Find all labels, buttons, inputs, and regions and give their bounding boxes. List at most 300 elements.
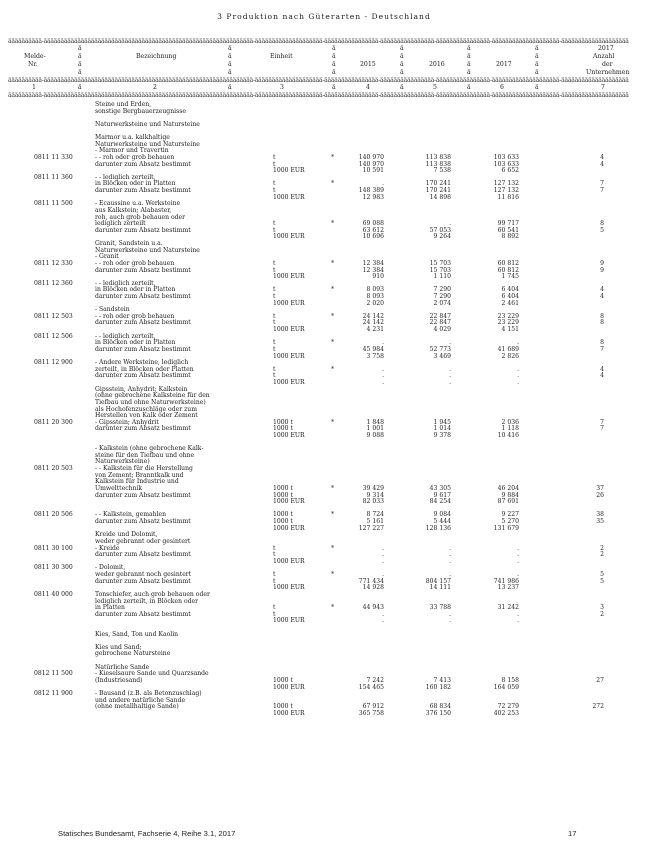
table-row (0, 499, 648, 506)
marker-star: * (331, 339, 335, 347)
marker-star: * (331, 571, 335, 579)
value-2016: 9 084 (433, 511, 451, 519)
value-2017: 72 279 (497, 703, 519, 711)
anzahl-unternehmen: 5 (600, 571, 604, 579)
table-row (0, 651, 648, 658)
bezeichnung: Naturwerksteine) (95, 458, 150, 466)
header-rule-bottom: ääääääääää‐ääääääääääääääääääääääääääääääääääääääääääääääääääääääääääääää‐ääääääääääääääääääää‐ääääääääääääääää‐ääääääääääääääää‐ääääääääääääääää‐ääääääääääääääääääää‐ääääääääääääääääääää (8, 92, 629, 99)
header-num-2: 2 (153, 84, 157, 91)
value-2015: 154 465 (358, 683, 384, 691)
anzahl-unternehmen: 5 (600, 577, 604, 585)
value-2017: . (517, 544, 519, 552)
value-2016: 3 469 (433, 352, 451, 360)
value-2017: . (517, 571, 519, 579)
marker-star: * (331, 220, 335, 228)
value-2015: 771 434 (358, 577, 384, 585)
header-sep: ä (467, 53, 471, 60)
value-2016: 804 157 (425, 577, 451, 585)
footer-source: Statisches Bundesamt, Fachserie 4, Reihe 3.1, 2017 (58, 829, 236, 838)
anzahl-unternehmen: 5 (600, 226, 604, 234)
value-2016: 14 898 (429, 193, 451, 201)
table-row (0, 228, 648, 235)
header-sep: ä (400, 45, 404, 52)
einheit: 1000 EUR (273, 379, 305, 387)
bezeichnung: - Andere Werksteine, lediglich (95, 359, 189, 367)
value-2016: 9 264 (433, 233, 451, 241)
value-2017: . (517, 365, 519, 373)
table-row (0, 493, 648, 500)
value-2015: 8 093 (366, 286, 384, 294)
table-row (0, 320, 648, 327)
bezeichnung: Kreide und Dolomit, (95, 531, 158, 539)
bezeichnung: darunter zum Absatz bestimmt (95, 491, 191, 499)
header-sep: ä (78, 53, 82, 60)
value-2015: . (382, 557, 384, 565)
anzahl-unternehmen: 4 (600, 153, 604, 161)
bezeichnung: - - lediglich zerteilt, (95, 279, 156, 287)
einheit: 1000 EUR (273, 299, 305, 307)
melde-nr: 0811 20 506 (34, 511, 73, 519)
value-2015: 14 928 (362, 584, 384, 592)
value-2017: 103 633 (493, 153, 519, 161)
value-2015: 1 001 (366, 425, 384, 433)
anzahl-unternehmen: 27 (596, 676, 604, 684)
value-2016: 113 838 (425, 153, 451, 161)
value-2017: 87 691 (497, 498, 519, 506)
bezeichnung: - - Kalkstein für die Herstellung (95, 465, 193, 473)
header-rule-mid: ääääääääää‐ääääääääääääääääääääääääääääääääääääääääääääääääääääääääääääää‐ääääääääääääääääääää‐ääääääääääääääää‐ääääääääääääääää‐ääääääääääääääää‐ääääääääääääääääääää‐ääääääääääääääääääää (8, 77, 629, 84)
bezeichnung: Kies und Sand; (95, 643, 142, 651)
bezeichnung: - Kalkstein (ohne gebrochene Kalk- (95, 445, 204, 453)
marker-star: * (331, 484, 335, 492)
value-2016: 7 290 (433, 286, 451, 294)
bezeichnung: darunter zum Absatz bestimmt (95, 372, 191, 380)
table-row (0, 711, 648, 718)
value-2015: 12 384 (362, 266, 384, 274)
value-2016: 7 290 (433, 292, 451, 300)
value-2016: . (449, 379, 451, 387)
header-col-numbers (8, 84, 648, 92)
value-2017: . (517, 557, 519, 565)
value-2015: 8 724 (366, 511, 384, 519)
einheit: t (273, 160, 276, 168)
bezeichnung: darunter zum Absatz bestimmt (95, 425, 191, 433)
melde-nr: 0811 12 330 (34, 259, 73, 267)
value-2017: 6 404 (501, 286, 519, 294)
value-2015: . (382, 379, 384, 387)
bezeichnung: darunter zum Absatz bestimmt (95, 610, 191, 618)
value-2016: 2 074 (433, 299, 451, 307)
table-row (0, 612, 648, 619)
bezeichnung: und andere natürliche Sande (95, 696, 186, 704)
value-2016: 113 838 (425, 160, 451, 168)
marker-star: * (331, 365, 335, 373)
header-sep: ä (535, 69, 539, 76)
einheit: t (273, 226, 276, 234)
einheit: t (273, 286, 276, 294)
table-row (0, 268, 648, 275)
value-2016: 1 945 (433, 418, 451, 426)
value-2016: 22 847 (429, 319, 451, 327)
value-2015: 12 983 (362, 193, 384, 201)
einheit: t (273, 180, 276, 188)
value-2017: 8 158 (501, 676, 519, 684)
value-2017: 10 416 (497, 432, 519, 439)
value-2015: . (382, 617, 384, 625)
value-2017: 8 892 (501, 233, 519, 241)
value-2015: 10 591 (362, 167, 384, 175)
header-2016: 2016 (429, 61, 445, 68)
anzahl-unternehmen: 8 (600, 319, 604, 327)
table-row (0, 632, 648, 639)
value-2016: . (449, 220, 451, 228)
einheit: 1000 EUR (273, 710, 305, 718)
footer-page-number: 17 (568, 829, 577, 838)
einheit: t (273, 319, 276, 327)
table-header (8, 38, 648, 99)
bezeichnung: in Blöcken oder in Platten (95, 286, 176, 294)
anzahl-unternehmen: 7 (600, 187, 604, 195)
value-2015: 2 020 (366, 299, 384, 307)
melde-nr: 0811 11 500 (34, 200, 73, 208)
value-2017: 9 884 (501, 491, 519, 499)
einheit: 1000 EUR (273, 167, 305, 175)
value-2017: 127 132 (493, 180, 519, 188)
einheit: 1000 t (273, 518, 293, 526)
anzahl-unternehmen: 8 (600, 339, 604, 347)
einheit: 1000 t (273, 491, 293, 499)
value-2017: 6 652 (501, 167, 519, 175)
melde-nr: 0811 11 330 (34, 153, 73, 161)
einheit: t (273, 220, 276, 228)
marker-star: * (331, 153, 335, 161)
bezeichnung: darunter zum Absatz bestimmt (95, 292, 191, 300)
marker-star: * (331, 259, 335, 267)
header-row-2 (8, 53, 648, 61)
value-2015: 9 088 (366, 432, 384, 439)
value-2015: . (382, 365, 384, 373)
value-2015: 45 984 (362, 345, 384, 353)
value-2016: . (449, 617, 451, 625)
value-2017: 9 227 (501, 511, 519, 519)
anzahl-unternehmen: 3 (600, 604, 604, 612)
value-2017: 6 404 (501, 292, 519, 300)
melde-nr: 0811 30 300 (34, 564, 73, 572)
einheit: 1000 EUR (273, 498, 305, 506)
anzahl-unternehmen: 2 (600, 551, 604, 559)
header-sep: ä (535, 45, 539, 52)
anzahl-unternehmen: 4 (600, 160, 604, 168)
bezeichnung: darunter zum Absatz bestimmt (95, 551, 191, 559)
value-2017: 13 237 (497, 584, 519, 592)
anzahl-unternehmen: 4 (600, 372, 604, 380)
bezeichnung: - - roh oder grob behauen (95, 259, 175, 267)
value-2016: . (449, 544, 451, 552)
header-sep: ä (332, 45, 336, 52)
header-num-1: 1 (32, 84, 36, 91)
value-2017: 127 132 (493, 187, 519, 195)
value-2017: . (517, 551, 519, 559)
value-2016: . (449, 610, 451, 618)
bezeichnung: Kalkstein für Industrie und (95, 478, 179, 486)
table-row (0, 433, 648, 440)
einheit: 1000 EUR (273, 617, 305, 625)
value-2016: 68 834 (429, 703, 451, 711)
marker-star: * (331, 511, 335, 519)
einheit: t (273, 187, 276, 195)
value-2016: 170 241 (425, 180, 451, 188)
bezeichnung: - Marmor und Travertin (95, 147, 169, 155)
bezeichnung: darunter zum Absatz bestimmt (95, 577, 191, 585)
anzahl-unternehmen: 7 (600, 345, 604, 353)
bezeichnung: in Platten (95, 604, 125, 612)
melde-nr: 0812 11 500 (34, 670, 73, 678)
einheit: 1000 EUR (273, 326, 305, 334)
einheit: t (273, 365, 276, 373)
anzahl-unternehmen: 8 (600, 312, 604, 320)
anzahl-unternehmen: 4 (600, 286, 604, 294)
value-2017: . (517, 339, 519, 347)
header-rule-top: ääääääääää‐ääääääääääääääääääääääääääääääääääääääääääääääääääääääääääääää‐ääääääääääääääääääää‐ääääääääääääääää‐ääääääääääääääää‐ääääääääääääääää‐ääääääääääääääääääää‐ääääääääääääääääääää (8, 38, 629, 45)
bezeichnung: in Blöcken oder in Platten (95, 339, 176, 347)
header-sep: ä (78, 84, 82, 91)
einheit: t (273, 259, 276, 267)
bezeichnung: darunter zum Absatz bestimmt (95, 226, 191, 234)
bezeichnung: Tonschiefer, auch grob behauen oder (95, 590, 210, 598)
anzahl-unternehmen: 35 (596, 518, 604, 526)
value-2015: . (382, 339, 384, 347)
value-2016: 14 111 (429, 584, 451, 592)
value-2016: . (449, 339, 451, 347)
bezeichnung: Herstellen von Kalk oder Zement (95, 412, 198, 420)
einheit: t (273, 544, 276, 552)
bezeichnung: darunter zum Absatz bestimmt (95, 345, 191, 353)
value-2016: . (449, 571, 451, 579)
header-sep: ä (535, 84, 539, 91)
value-2017: 11 816 (497, 193, 519, 201)
anzahl-unternehmen: 4 (600, 365, 604, 373)
header-sep: ä (332, 69, 336, 76)
value-2015: 69 088 (362, 220, 384, 228)
einheit: t (273, 577, 276, 585)
value-2015: 24 142 (362, 312, 384, 320)
einheit: 1000 t (273, 418, 293, 426)
value-2015: 10 696 (362, 233, 384, 241)
bezeichnung: Gipsstein, Anhydrit; Kalkstein (95, 385, 188, 393)
bezeichnung: - Bausand (z.B. als Betonzuschlag) (95, 690, 202, 698)
value-2016: 376 150 (425, 710, 451, 718)
bezeichnung: - - lediglich zerteilt, (95, 173, 156, 181)
header-sep: ä (467, 84, 471, 91)
value-2017: . (517, 379, 519, 387)
header-einheit: Einheit (270, 53, 293, 60)
value-2016: 22 847 (429, 312, 451, 320)
header-sep: ä (400, 53, 404, 60)
anzahl-unternehmen: 7 (600, 425, 604, 433)
value-2017: 60 812 (497, 259, 519, 267)
header-sep: ä (78, 45, 82, 52)
value-2015: 9 314 (366, 491, 384, 499)
anzahl-unternehmen: 26 (596, 491, 604, 499)
value-2016: 43 305 (429, 484, 451, 492)
header-2017: 2017 (496, 61, 512, 68)
bezeichnung: weder gebrannt oder gesintert (95, 537, 191, 545)
melde-nr: 0811 12 506 (34, 332, 73, 340)
bezeichnung: gebrochene Natursteine (95, 650, 171, 658)
einheit: t (273, 312, 276, 320)
value-2015: 67 912 (362, 703, 384, 711)
bezeichnung: Granit, Sandstein u.a. (95, 240, 163, 248)
value-2016: . (449, 557, 451, 565)
value-2015: 140 970 (358, 153, 384, 161)
bezeichnung: (ohne gebrochene Kalksteine für den (95, 392, 210, 400)
value-2017: 2 461 (501, 299, 519, 307)
einheit: 1000 t (273, 484, 293, 492)
melde-nr: 0811 12 900 (34, 359, 73, 367)
header-anzahl: Anzahl (593, 53, 615, 60)
header-melde: Melde- (24, 53, 46, 60)
header-row-4 (8, 69, 648, 77)
value-2016: 7 538 (433, 167, 451, 175)
bezeichnung: - Kieselsaure Sande und Quarzsande (95, 670, 209, 678)
header-sep: ä (228, 53, 232, 60)
header-num-3: 3 (280, 84, 284, 91)
table-row (0, 678, 648, 685)
value-2016: 15 703 (429, 266, 451, 274)
bezeichnung: Umwelttechnik (95, 484, 143, 492)
anzahl-unternehmen: 8 (600, 220, 604, 228)
einheit: 1000 EUR (273, 432, 305, 439)
einheit: 1000 EUR (273, 524, 305, 532)
header-sep: ä (332, 84, 336, 91)
marker-star: * (331, 418, 335, 426)
value-2017: 23 229 (497, 312, 519, 320)
bezeichnung: Naturwerksteine und Natursteine (95, 246, 200, 254)
value-2017: . (517, 617, 519, 625)
value-2017: 2 036 (501, 418, 519, 426)
value-2016: 160 182 (425, 683, 451, 691)
table-row (0, 519, 648, 526)
header-num-5: 5 (433, 84, 437, 91)
table-row (0, 188, 648, 195)
value-2016: . (449, 551, 451, 559)
value-2016: 5 444 (433, 518, 451, 526)
header-sep: ä (535, 53, 539, 60)
value-2015: 140 970 (358, 160, 384, 168)
value-2017: 46 204 (497, 484, 519, 492)
anzahl-unternehmen: 272 (592, 703, 604, 711)
value-2016: 52 773 (429, 345, 451, 353)
header-row-1 (8, 45, 648, 53)
bezeichnung: lediglich zerteilt, in Blöcken oder (95, 597, 199, 605)
einheit: t (273, 604, 276, 612)
value-2017: 164 059 (493, 683, 519, 691)
value-2017: 402 253 (493, 710, 519, 718)
header-sep: ä (332, 53, 336, 60)
value-2016: 9 378 (433, 432, 451, 439)
value-2016: 57 053 (429, 226, 451, 234)
header-sep: ä (228, 69, 232, 76)
anzahl-unternehmen: 2 (600, 544, 604, 552)
bezeichnung: lediglich zerteilt (95, 220, 146, 228)
bezeichnung: zerteilt, in Blöcken oder Platten (95, 365, 194, 373)
value-2015: 24 142 (362, 319, 384, 327)
einheit: 1000 EUR (273, 233, 305, 241)
value-2017: . (517, 372, 519, 380)
value-2015: 5 161 (366, 518, 384, 526)
value-2016: 15 703 (429, 259, 451, 267)
bezeichnung: Kies, Sand, Ton und Kaolin (95, 630, 179, 638)
einheit: 1000 t (273, 511, 293, 519)
header-2015: 2015 (360, 61, 376, 68)
bezeichnung: - - Kalkstein, gemahlen (95, 511, 167, 519)
table-row (0, 162, 648, 169)
bezeichnung: in Blöcken oder in Platten (95, 180, 176, 188)
value-2016: 4 029 (433, 326, 451, 334)
marker-star: * (331, 286, 335, 294)
bezeichnung: Steine und Erden, (95, 101, 152, 108)
value-2017: 5 270 (501, 518, 519, 526)
header-num-7: 7 (601, 84, 605, 91)
value-2017: 4 151 (501, 326, 519, 334)
marker-star: * (331, 312, 335, 320)
header-num-4: 4 (366, 84, 370, 91)
bezeichnung: weder gebrannt noch gesintert (95, 571, 192, 579)
table-row (0, 122, 648, 129)
header-sep: ä (228, 45, 232, 52)
bezeichnung: darunter zum Absatz bestimmt (95, 160, 191, 168)
bezeichnung: - Ecaussine u.a. Werksteine (95, 200, 181, 208)
bezeichnung: - Granit (95, 253, 119, 261)
einheit: t (273, 551, 276, 559)
bezeichnung: (Industriesand) (95, 676, 143, 684)
header-sep: ä (78, 61, 82, 68)
header-sep: ä (467, 45, 471, 52)
value-2016: 1 014 (433, 425, 451, 433)
melde-nr: 0811 12 503 (34, 312, 73, 320)
bezeichnung: steine für den Tiefbau und ohne (95, 451, 195, 459)
melde-nr: 0811 12 360 (34, 279, 73, 287)
value-2015: 8 093 (366, 292, 384, 300)
marker-star: * (331, 544, 335, 552)
header-sep: ä (228, 84, 232, 91)
bezeichnung: - Dolomit, (95, 564, 126, 572)
value-2017: 1 745 (501, 273, 519, 281)
anzahl-unternehmen: 9 (600, 266, 604, 274)
melde-nr: 0811 30 100 (34, 544, 73, 552)
table-row (0, 579, 648, 586)
value-2015: 365 758 (358, 710, 384, 718)
value-2016: 1 110 (433, 273, 451, 281)
value-2017: 60 812 (497, 266, 519, 274)
bezeichnung: Naturwerksteine und Natursteine (95, 120, 200, 128)
value-2017: 31 242 (497, 604, 519, 612)
anzahl-unternehmen: 4 (600, 292, 604, 300)
value-2016: 128 136 (425, 524, 451, 532)
einheit: 1000 EUR (273, 584, 305, 592)
table-row (0, 552, 648, 559)
einheit: t (273, 292, 276, 300)
value-2015: 44 943 (362, 604, 384, 612)
header-sep: ä (400, 69, 404, 76)
value-2017: 741 986 (493, 577, 519, 585)
einheit: 1000 EUR (273, 193, 305, 201)
header-sep: ä (467, 61, 471, 68)
value-2015: . (382, 372, 384, 380)
table-row (0, 373, 648, 380)
einheit: 1000 t (273, 425, 293, 433)
bezeichnung: Natürliche Sande (95, 663, 150, 671)
